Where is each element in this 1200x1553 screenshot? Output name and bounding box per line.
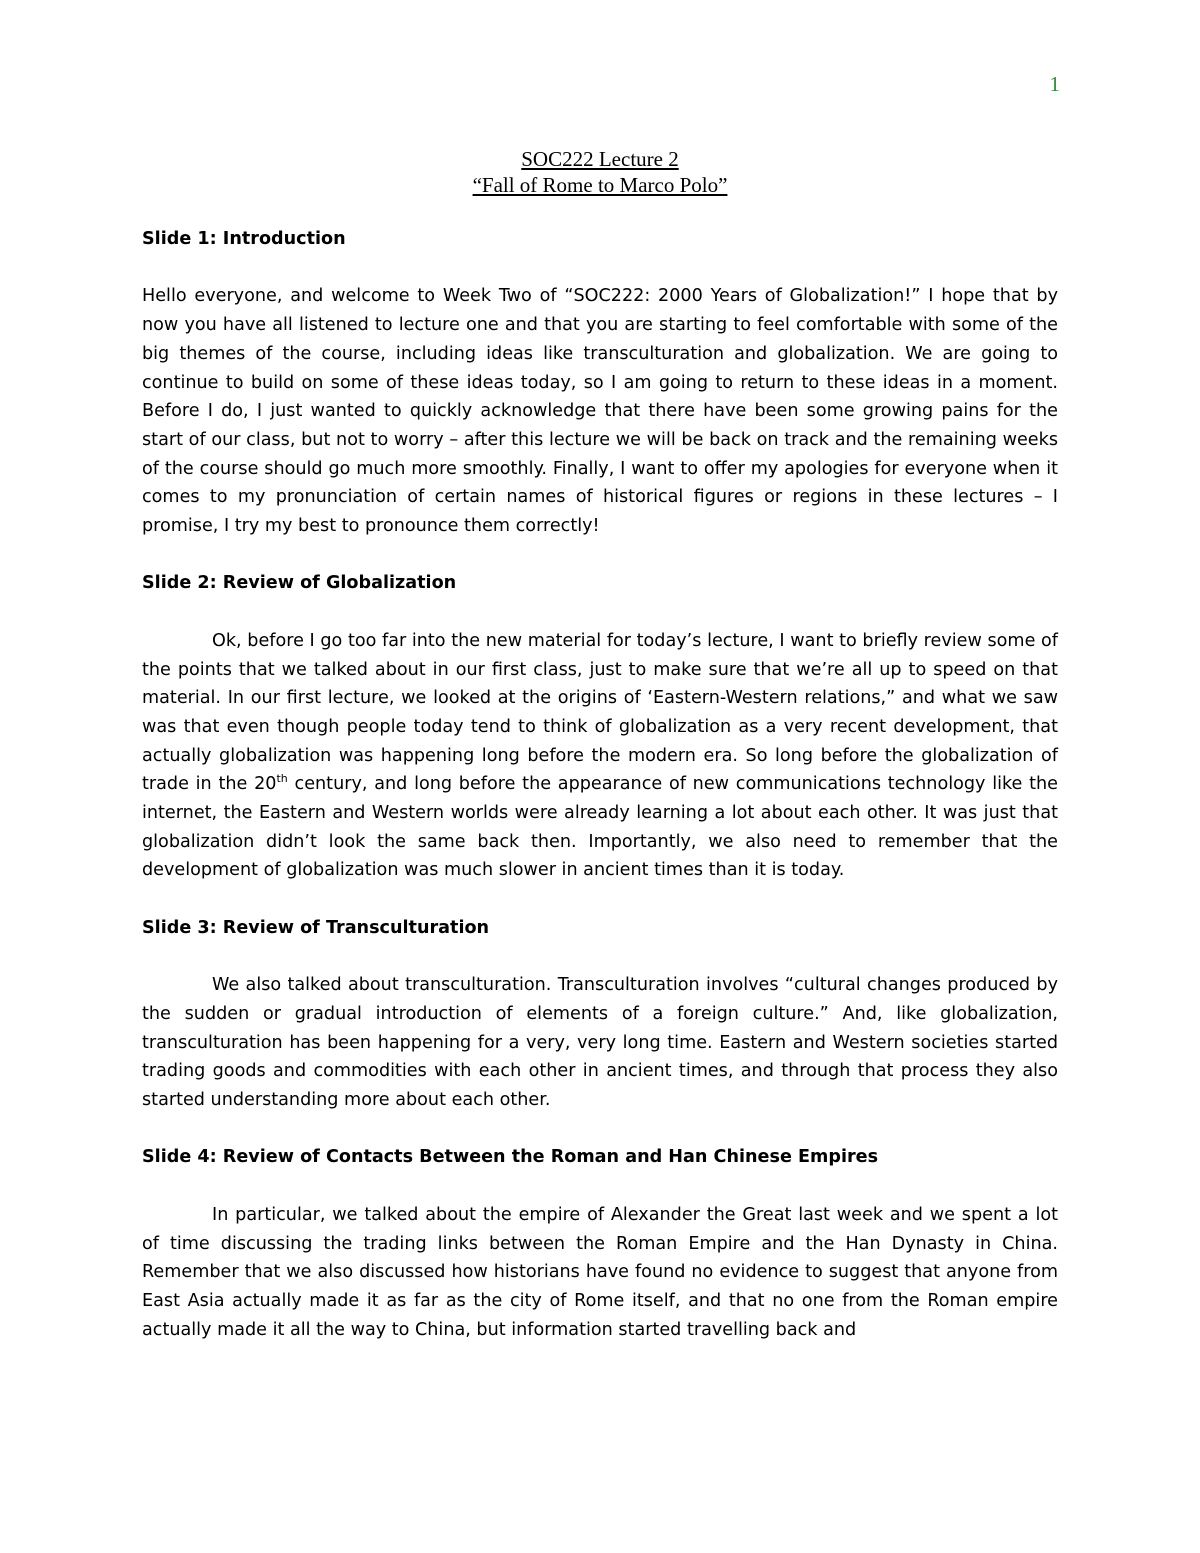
document-subtitle: “Fall of Rome to Marco Polo” xyxy=(472,173,728,197)
section-heading-slide-1: Slide 1: Introduction xyxy=(142,229,346,249)
section-heading-slide-2: Slide 2: Review of Globalization xyxy=(142,573,457,594)
section-heading-slide-4: Slide 4: Review of Contacts Between the Roman and Han Chinese Empires xyxy=(142,1147,879,1168)
document-title: SOC222 Lecture 2 xyxy=(521,147,679,171)
section-paragraph-slide-4: In particular, we talked about the empire of Alexander the Great last week and we spent a lot of time discussing the trading links between the Roman Empire and the Han Dynasty in China. Remember that we also discussed how historians have found no evidence to suggest that anyone from East Asia actually made it as far as the city of Rome itself, and that no one from the Roman empire actually made it all the way to China, but information started travelling back and xyxy=(142,1204,1058,1340)
section-paragraph-slide-3: We also talked about transculturation. Transculturation involves “cultural changes produced by the sudden or gradual introduction of elements of a foreign culture.” And, like globalization, transculturation has been happening for a very, very long time. Eastern and Western societies started trading goods and commodities with each other in ancient times, and through that process they also started understanding more about each other. xyxy=(142,975,1058,1111)
section-heading-slide-3: Slide 3: Review of Transculturation xyxy=(142,917,490,938)
paragraph-text-part: century, and long before the appearance of new communications technology like the internet, the Eastern and Western worlds were already learning a lot about each other. It was just that globalization didn’t look the same back then. Importantly, we also need to remember that the development of globalization was much slower in ancient times than it is today. xyxy=(142,774,1059,881)
section-paragraph-slide-1: Hello everyone, and welcome to Week Two of “SOC222: 2000 Years of Globalization!” I hope that by now you have all listened to lecture one and that you are starting to feel comfortable with some of the big themes of the course, including ideas like transculturation and globalization. We are going to continue to build on some of these ideas today, so I am going to return to these ideas in a moment. Before I do, I just wanted to quickly acknowledge that there have been some growing pains for the start of our class, but not to worry – after this lecture we will be back on track and the remaining weeks of the course should go much more smoothly. Finally, I want to offer my apologies for everyone when it comes to my pronunciation of certain names of historical figures or regions in these lectures – I promise, I try my best to pronounce them correctly! xyxy=(142,286,1058,537)
paragraph-text-part: Ok, before I go too far into the new material for today’s lecture, I want to briefly review some of the points that we talked about in our first class, just to make sure that we’re all up to speed on that material. In our first lecture, we looked at the origins of ‘Eastern-Western relations,” and what we saw was that even though people today tend to think of globalization as a very recent development, that actually globalization was happening long before the modern era. So long before the globalization of trade in the 20 xyxy=(142,630,1058,795)
title-block xyxy=(142,146,1058,198)
ordinal-superscript: th xyxy=(276,772,288,786)
page-number: 1 xyxy=(1049,72,1060,96)
document-body xyxy=(142,225,1058,1344)
section-paragraph-slide-2 xyxy=(142,627,1058,885)
